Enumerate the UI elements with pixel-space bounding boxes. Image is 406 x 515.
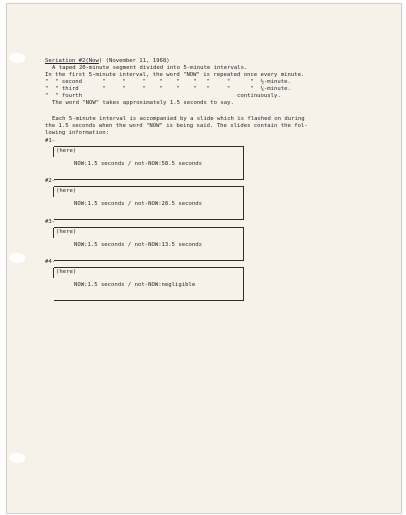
slide-text: NOW:1.5 seconds / not-NOW:28.5 seconds	[74, 201, 202, 207]
punch-hole-bottom	[9, 453, 25, 463]
slide-number: #3-	[45, 219, 56, 225]
slide-number: #1-	[45, 138, 56, 144]
slide-number: #4-	[45, 259, 56, 265]
slide-box-4	[54, 267, 244, 301]
paragraph-line-3: lowing information:	[45, 130, 109, 136]
slide-text: NOW:1.5 seconds / not-NOW:negligible	[74, 282, 196, 288]
slide-label: (here)	[56, 188, 77, 194]
time-note: The word "NOW" takes approximately 1.5 seconds to say.	[52, 100, 234, 106]
slide-number: #2-	[45, 178, 56, 184]
document-page	[6, 3, 402, 514]
slide-box-2	[54, 186, 244, 220]
slide-text: NOW:1.5 seconds / not-NOW:13.5 seconds	[74, 242, 202, 248]
slide-label: (here)	[56, 269, 77, 275]
interval-row-2: " " second " " " " " " " " " ½-minute.	[45, 79, 291, 85]
slide-text: NOW:1.5 seconds / not-NOW:58.5 seconds	[74, 161, 202, 167]
slide-label: (here)	[56, 229, 77, 235]
interval-row-3: " " third " " " " " " " " " ¼-minute.	[45, 86, 291, 92]
document-title: Seriation #2(Now) (November 11, 1968)	[45, 58, 170, 64]
paragraph-line-1: Each 5-minute interval is accompanied by a slide which is flashed on during	[52, 116, 305, 122]
interval-row-1: In the first 5-minute interval, the word "NOW" is repeated once every minute.	[45, 72, 305, 78]
paragraph-line-2: the 1.5 seconds when the word "NOW" is being said. The slides contain the fol-	[45, 123, 308, 129]
punch-hole-middle	[9, 253, 25, 263]
punch-hole-top	[9, 53, 25, 63]
interval-row-4: " " fourth continuously.	[45, 93, 281, 99]
slide-box-3	[54, 227, 244, 261]
slide-label: (here)	[56, 148, 77, 154]
slide-box-1	[54, 146, 244, 180]
intro-line: A taped 20-minute segment divided into 5-minute intervals.	[52, 65, 248, 71]
